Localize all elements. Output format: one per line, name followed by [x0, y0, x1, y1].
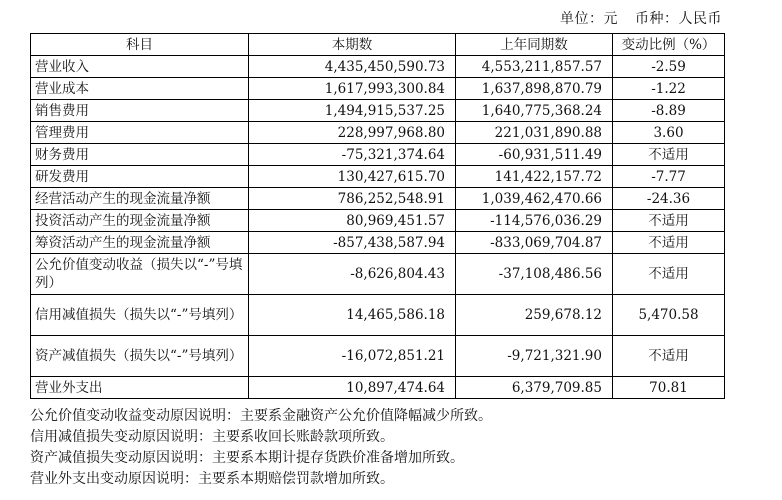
row-change: -2.59 — [613, 56, 725, 78]
header-change: 变动比例（%） — [613, 34, 725, 56]
row-item: 公允价值变动收益（损失以“-”号填列） — [31, 254, 249, 295]
table-row — [31, 232, 725, 254]
row-current: 4,435,450,590.73 — [249, 56, 456, 78]
row-current: 786,252,548.91 — [249, 188, 456, 210]
row-item: 销售费用 — [31, 100, 249, 122]
note-non-operating-expense: 营业外支出变动原因说明：主要系本期赔偿罚款增加所致。 — [30, 471, 394, 487]
table-row — [31, 188, 725, 210]
table-row — [31, 56, 725, 78]
table-row — [31, 377, 725, 399]
table-row — [31, 122, 725, 144]
row-change: 3.60 — [613, 122, 725, 144]
table-row — [31, 78, 725, 100]
header-row — [31, 34, 725, 56]
currency-label: 币种：人民币 — [635, 11, 722, 27]
note-asset-impairment: 资产减值损失变动原因说明：主要系本期计提存货跌价准备增加所致。 — [30, 450, 464, 466]
unit-label: 单位：元 — [560, 11, 619, 27]
row-change: 70.81 — [613, 377, 725, 399]
row-current: 14,465,586.18 — [249, 295, 456, 336]
table-row — [31, 100, 725, 122]
unit-line — [548, 8, 722, 28]
row-current: 80,969,451.57 — [249, 210, 456, 232]
row-change: 不适用 — [613, 210, 725, 232]
row-change: -1.22 — [613, 78, 725, 100]
row-current: 130,427,615.70 — [249, 166, 456, 188]
note-credit-impairment: 信用减值损失变动原因说明：主要系收回长账龄款项所致。 — [30, 429, 394, 445]
table-row — [31, 254, 725, 295]
table-row — [31, 295, 725, 336]
row-current: -16,072,851.21 — [249, 336, 456, 377]
row-current: -8,626,804.43 — [249, 254, 456, 295]
row-change: 5,470.58 — [613, 295, 725, 336]
row-item: 资产减值损失（损失以“-”号填列） — [31, 336, 249, 377]
row-prior: -114,576,036.29 — [456, 210, 613, 232]
row-item: 研发费用 — [31, 166, 249, 188]
row-current: -857,438,587.94 — [249, 232, 456, 254]
table-row — [31, 336, 725, 377]
row-item: 财务费用 — [31, 144, 249, 166]
header-current: 本期数 — [249, 34, 456, 56]
row-current: 1,494,915,537.25 — [249, 100, 456, 122]
row-item: 营业收入 — [31, 56, 249, 78]
row-prior: -833,069,704.87 — [456, 232, 613, 254]
row-prior: 1,039,462,470.66 — [456, 188, 613, 210]
row-current: 1,617,993,300.84 — [249, 78, 456, 100]
row-prior: 221,031,890.88 — [456, 122, 613, 144]
financial-table — [30, 33, 725, 399]
row-change: 不适用 — [613, 254, 725, 295]
row-item: 管理费用 — [31, 122, 249, 144]
header-item: 科目 — [31, 34, 249, 56]
row-item: 经营活动产生的现金流量净额 — [31, 188, 249, 210]
notes-section — [30, 406, 492, 490]
table-row — [31, 144, 725, 166]
row-change: -24.36 — [613, 188, 725, 210]
row-current: 10,897,474.64 — [249, 377, 456, 399]
row-prior: -37,108,486.56 — [456, 254, 613, 295]
row-item: 营业成本 — [31, 78, 249, 100]
row-item: 投资活动产生的现金流量净额 — [31, 210, 249, 232]
row-prior: 4,553,211,857.57 — [456, 56, 613, 78]
row-current: 228,997,968.80 — [249, 122, 456, 144]
row-change: 不适用 — [613, 144, 725, 166]
row-change: -7.77 — [613, 166, 725, 188]
row-prior: -60,931,511.49 — [456, 144, 613, 166]
row-prior: 1,637,898,870.79 — [456, 78, 613, 100]
row-prior: 1,640,775,368.24 — [456, 100, 613, 122]
row-prior: -9,721,321.90 — [456, 336, 613, 377]
row-prior: 6,379,709.85 — [456, 377, 613, 399]
row-change: -8.89 — [613, 100, 725, 122]
row-current: -75,321,374.64 — [249, 144, 456, 166]
row-change: 不适用 — [613, 232, 725, 254]
row-prior: 141,422,157.72 — [456, 166, 613, 188]
row-item: 营业外支出 — [31, 377, 249, 399]
table-row — [31, 210, 725, 232]
table-row — [31, 166, 725, 188]
row-prior: 259,678.12 — [456, 295, 613, 336]
row-item: 筹资活动产生的现金流量净额 — [31, 232, 249, 254]
row-change: 不适用 — [613, 336, 725, 377]
row-item: 信用减值损失（损失以“-”号填列） — [31, 295, 249, 336]
header-prior: 上年同期数 — [456, 34, 613, 56]
note-fair-value: 公允价值变动收益变动原因说明：主要系金融资产公允价值降幅减少所致。 — [30, 408, 492, 424]
